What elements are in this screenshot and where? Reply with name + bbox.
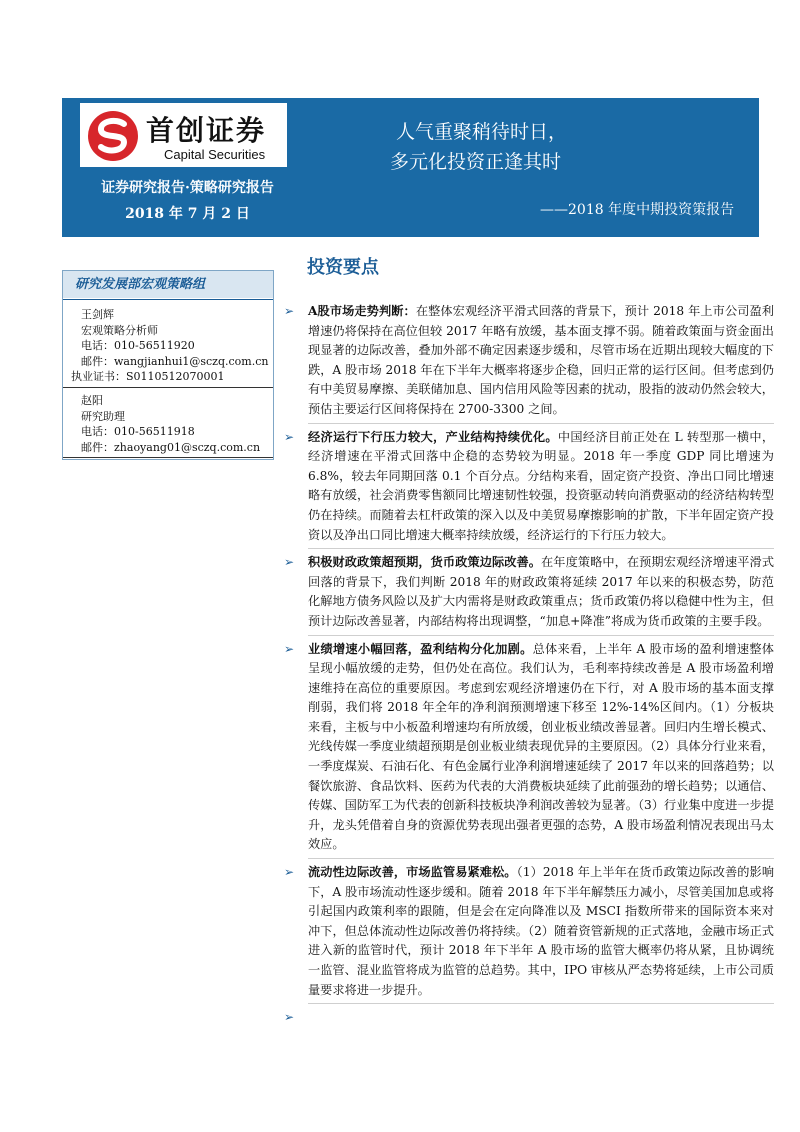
- analyst2-block: [81, 393, 260, 455]
- list-item: [284, 553, 774, 631]
- list-item: [284, 1008, 774, 1028]
- divider: [63, 387, 273, 388]
- bullet-text: 在整体宏观经济平滑式回落的背景下，预计 2018 年上市公司盈利增速仍将保持在高位但较 2017 年略有放缓，基本面支撑不弱。随着政策面与资金面出现显著的边际改善，叠加外部不确定因素逐步缓和，尽管市场在近期出现较大幅度的下跌，A 股市场 2018 年在下半年大概率将逐步企稳，回归正常的运行区间。但考虑到仍有中美贸易摩擦、美联储加息、国内信用风险等因素的扰动，股指的波动仍然会较大，预估主要运行区间将保持在 2700-3300 之间。: [308, 304, 774, 416]
- report-subtitle: ——2018 年度中期投资策报告: [540, 202, 735, 218]
- key-points-list: [284, 302, 774, 1028]
- report-type: 证券研究报告·策略研究报告: [101, 180, 274, 196]
- analyst-phone: 电话：010-56511918: [81, 425, 195, 438]
- analyst-email[interactable]: 邮件：wangjianhui1@sczq.com.cn: [81, 354, 269, 368]
- analyst-phone: 电话：010-56511920: [81, 339, 195, 352]
- analyst-name: 赵阳: [81, 394, 103, 407]
- bullet-arrow-icon: ➢: [284, 641, 295, 656]
- logo-mark-icon: [86, 109, 140, 163]
- report-title-line1: 人气重聚稍待时日，: [396, 121, 568, 143]
- logo-english-name: Capital Securities: [164, 147, 266, 162]
- bullet-lead: A股市场走势判断：: [308, 304, 416, 318]
- analyst-name: 王剑辉: [81, 308, 114, 321]
- list-item: [284, 863, 774, 1000]
- analyst1-license: 执业证书：S0110512070001: [71, 370, 225, 383]
- divider: [308, 1000, 774, 1004]
- bullet-arrow-icon: ➢: [284, 304, 295, 318]
- bullet-text: （1）2018 年上半年在货币政策边际改善的影响下，A 股市场流动性逐步缓和。随着 2018 年下半年解禁压力减小，尽管美国加息或将引起国内政策利率的跟随，但是会在定向降准以及 MSCI 指数所带来的国际资本来对冲下，但总体流动性边际改善仍将持续。（2）随着资管新规的正式落地，金融市场正式进入新的监管时代，预计 2018 年下半年 A 股市场的监管大概率仍将从紧，且协调统一监管、混业监管将成为监管的总趋势。其中，IPO 审核从严态势将延续，上市公司质量要求将进一步提升。: [308, 865, 775, 997]
- analyst-role: 宏观策略分析师: [81, 323, 158, 337]
- analyst1-block: [81, 307, 268, 369]
- report-date: 2018 年 7 月 2 日: [125, 206, 250, 222]
- divider: [308, 545, 774, 549]
- divider: [308, 632, 774, 636]
- bullet-lead: 积极财政政策超预期，货币政策边际改善。: [308, 555, 542, 570]
- bullet-text: 在年度策略中，在预期宏观经济增速平滑式回落的背景下，我们判断 2018 年的财政政策将延续 2017 年以来的积极态势，防范化解地方债务风险以及扩大内需将是财政政策重点；货币政策仍将以稳健中性为主，但预计边际改善显著，内部结构将出现调整，“加息+降准”将成为货币政策的主要手段。: [308, 555, 775, 628]
- bullet-text: 中国经济目前正处在 L 转型那一横中，经济增速在平滑式回落中企稳的态势较为明显。2018 年一季度 GDP 同比增速为 6.8%，较去年同期回落 0.1 个百分点。分结构来看，固定资产投资、净出口同比增速略有放缓，社会消费零售额同比增速韧性较强，投资驱动转向消费驱动的经济结构转型仍在持续。而随着去杠杆政策的深入以及中美贸易摩擦影响的扩散，下半年固定资产投资以及净出口同比增速大概率持续放缓，经济运行的下行压力较大。: [308, 429, 775, 542]
- divider: [308, 420, 774, 424]
- section-title: 投资要点: [307, 257, 379, 278]
- bullet-text: 总体来看，上半年 A 股市场的盈利增速整体呈现小幅放缓的走势，但仍处在高位。我们认为，毛利率持续改善是 A 股市场盈利增速维持在高位的重要原因。考虑到宏观经济增速仍在下行，对 A 股市场的基本面支撑削弱，我们将 2018 年全年的净利润预测增速下移至 12%-14%区间内。（1）分板块来看，主板与中小板盈利增速均有所放缓，创业板业绩改善显著。回归内生增长模式、光线传媒一季度业绩超预期是创业板业绩表现优异的主要原因。（2）具体分行业来看，一季度煤炭、石油石化、有色金属行业净利润增速延续了 2017 年以来的回落趋势；以餐饮旅游、食品饮料、医药为代表的大消费板块延续了此前强劲的增长趋势；以通信、传媒、国防军工为代表的创新科技板块净利润改善较为显著。（3）行业集中度进一步提升，龙头凭借着自身的资源优势表现出强者更强的态势，A 股市场盈利情况表现出马太效应。: [308, 641, 774, 852]
- analyst-sidebar: [62, 270, 274, 460]
- divider: [308, 855, 774, 859]
- company-logo: [80, 103, 287, 167]
- bullet-arrow-icon: ➢: [284, 1010, 295, 1025]
- report-title-line2: 多元化投资正逢其时: [390, 151, 562, 173]
- list-item: [284, 302, 774, 420]
- list-item: [284, 428, 774, 546]
- analyst-role: 研究助理: [81, 409, 125, 423]
- bullet-arrow-icon: ➢: [284, 555, 295, 570]
- bullet-arrow-icon: ➢: [284, 865, 295, 880]
- bullet-lead: 经济运行下行压力较大，产业结构持续优化。: [308, 429, 558, 444]
- list-item: [284, 640, 774, 856]
- bullet-arrow-icon: ➢: [284, 429, 295, 444]
- divider: [63, 457, 273, 458]
- research-group: 研究发展部宏观策略组: [63, 271, 273, 298]
- divider: [63, 299, 273, 300]
- bullet-lead: 流动性边际改善，市场监管易紧难松。: [308, 865, 517, 880]
- logo-chinese-name: 首创证券: [146, 114, 267, 147]
- bullet-lead: 业绩增速小幅回落，盈利结构分化加剧。: [308, 641, 533, 656]
- analyst-email[interactable]: 邮件：zhaoyang01@sczq.com.cn: [81, 440, 261, 454]
